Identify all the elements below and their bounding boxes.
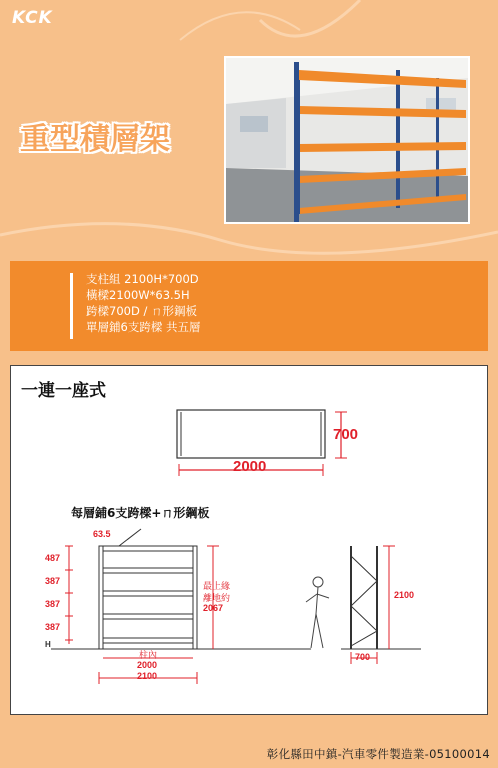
outer-width-label: 2100 — [137, 671, 158, 681]
inner-caption: 柱內 — [139, 650, 158, 660]
spec-line-posts: 支柱組 2100H*700D — [86, 272, 199, 286]
diagram-drawing — [11, 366, 487, 714]
gap-label-2: 387 — [45, 576, 61, 586]
spec-line-beams: 橫樑2100W*63.5H — [86, 288, 190, 302]
diagram-title: 一連一座式 — [21, 381, 106, 401]
clear-height-value: 2067 — [203, 603, 224, 613]
side-view — [341, 546, 421, 664]
spec-list — [86, 271, 200, 335]
side-height-label: 2100 — [394, 590, 415, 600]
dimension-diagram — [10, 365, 488, 715]
person-figure — [306, 577, 329, 648]
gap-label-3: 387 — [45, 599, 61, 609]
gap-label-1: 487 — [45, 553, 61, 563]
warehouse-shelf-image — [226, 58, 468, 222]
clear-height-caption-1: 最上緣 — [203, 581, 231, 591]
page-title: 重型積層架 — [20, 122, 170, 157]
side-depth-label: 700 — [355, 652, 371, 662]
brand-logo: KCK — [12, 8, 53, 28]
ground-mark: H — [45, 640, 51, 649]
top-depth-label: 700 — [333, 426, 359, 443]
top-width-label: 2000 — [233, 458, 267, 475]
front-view — [51, 529, 311, 684]
spec-panel — [10, 261, 488, 351]
beam-height-label: 63.5 — [93, 529, 111, 539]
spec-line-crossbeam: 跨樑700D / ㄇ形鋼板 — [86, 304, 197, 318]
clear-height-caption-2: 離地約 — [203, 593, 231, 603]
inner-width-label: 2000 — [137, 660, 158, 670]
gap-label-4: 387 — [45, 622, 61, 632]
shelf-note: 每層鋪6支跨樑+ㄇ形鋼板 — [71, 506, 210, 520]
spec-divider — [70, 273, 73, 339]
spec-line-levels: 單層鋪6支跨樑 共五層 — [86, 320, 201, 334]
product-photo — [224, 56, 470, 224]
footer-text: 彰化縣田中鎮-汽車零件製造業-05100014 — [266, 747, 490, 761]
